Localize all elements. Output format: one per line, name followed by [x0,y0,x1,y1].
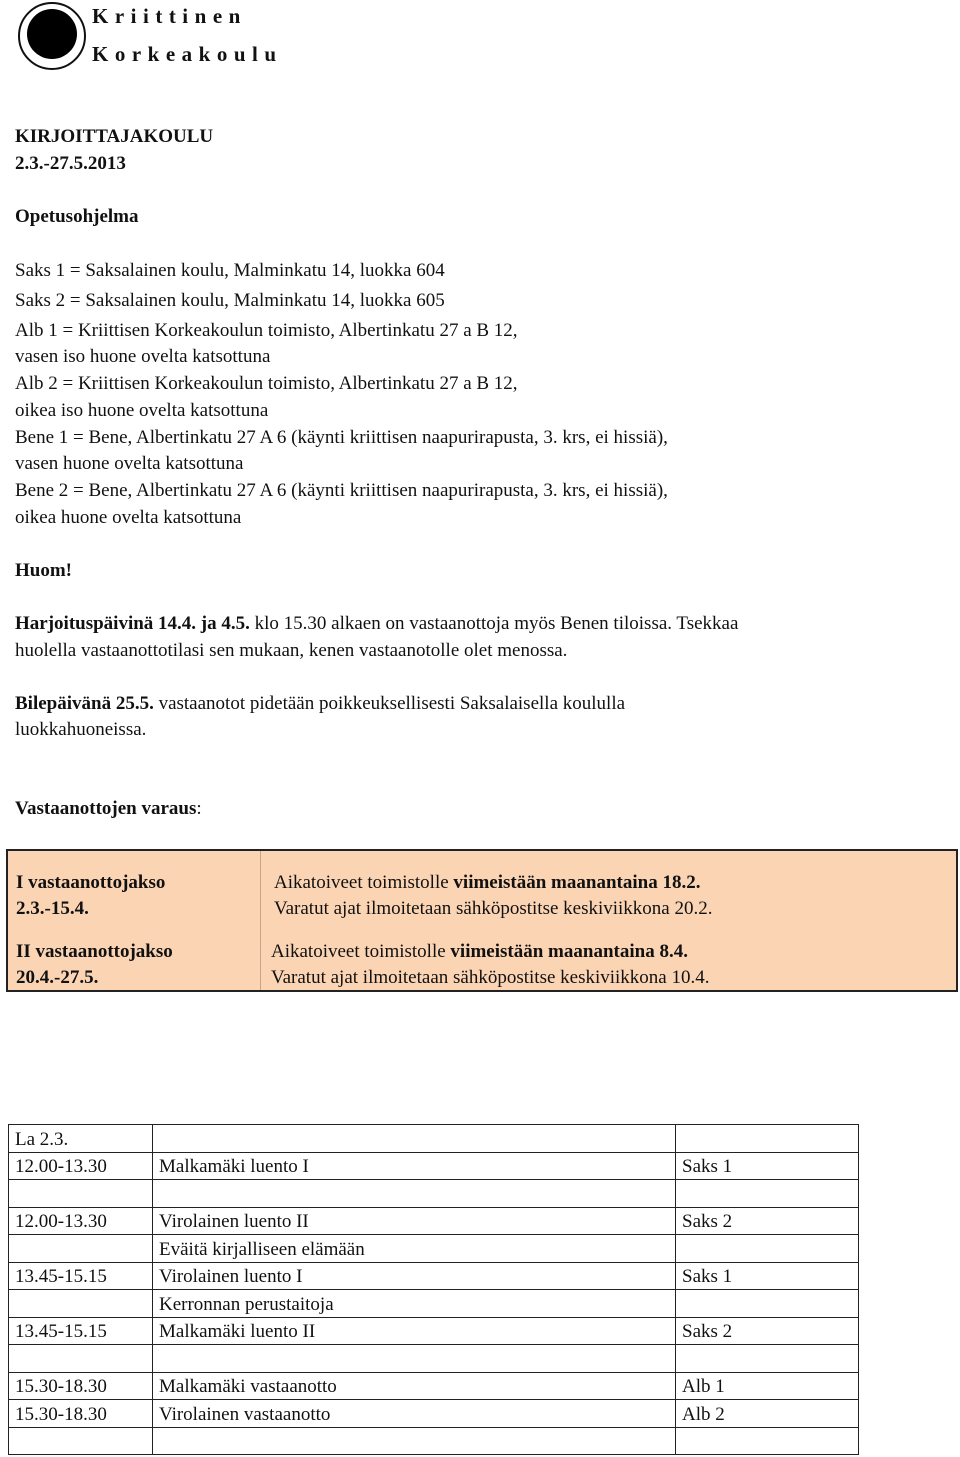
event-cell [153,1180,676,1208]
table-row [9,1427,859,1455]
location-line: oikea huone ovelta katsottuna [15,507,242,528]
table-row [9,1235,859,1263]
time-cell [9,1427,153,1455]
logo-text-line2: Korkeakoulu [92,42,283,66]
period-2-request-text: Aikatoiveet toimistolle [271,941,451,962]
time-cell: 13.45-15.15 [9,1262,153,1290]
note-party-text: vastaanotot pidetään poikkeuksellisesti Saksalaisella koululla [153,693,626,714]
logo-circle-icon [18,2,86,70]
location-line: vasen huone ovelta katsottuna [15,453,244,474]
location-line: Alb 1 = Kriittisen Korkeakoulun toimisto, Albertinkatu 27 a B 12, [15,320,518,341]
period-1-range: 2.3.-15.4. [16,898,89,919]
logo [18,2,318,72]
room-cell: Saks 1 [676,1262,859,1290]
event-cell [153,1345,676,1373]
period-2-name: II vastaanottojakso [16,941,173,962]
location-line: Alb 2 = Kriittisen Korkeakoulun toimisto, Albertinkatu 27 a B 12, [15,373,518,394]
course-dates: 2.3.-27.5.2013 [15,153,126,174]
note-practice-days [15,611,738,637]
room-cell: Alb 1 [676,1372,859,1400]
time-cell: 13.45-15.15 [9,1317,153,1345]
location-line: Saks 1 = Saksalainen koulu, Malminkatu 14, luokka 604 [15,260,445,281]
location-line: Saks 2 = Saksalainen koulu, Malminkatu 14, luokka 605 [15,290,445,311]
room-cell: Alb 2 [676,1400,859,1428]
table-row [9,1400,859,1428]
location-line: Bene 2 = Bene, Albertinkatu 27 A 6 (käynti kriittisen naapurirapusta, 3. krs, ei hissiä), [15,480,668,501]
table-row [9,1372,859,1400]
location-line: vasen iso huone ovelta katsottuna [15,346,271,367]
schedule-table [8,1124,859,1455]
period-2-notify: Varatut ajat ilmoitetaan sähköpostitse keskiviikkona 10.4. [271,967,710,988]
time-cell [9,1290,153,1318]
note-party-bold: Bilepäivänä 25.5. [15,693,154,714]
period-1-request [274,870,700,896]
room-cell [676,1180,859,1208]
period-1-notify: Varatut ajat ilmoitetaan sähköpostitse keskiviikkona 20.2. [274,898,713,919]
table-row [9,1317,859,1345]
event-cell: Malkamäki luento I [153,1152,676,1180]
time-cell: 12.00-13.30 [9,1152,153,1180]
logo-disc-icon [27,9,77,59]
time-cell: 15.30-18.30 [9,1400,153,1428]
logo-text-line1: Kriittinen [92,4,247,28]
note-heading: Huom! [15,560,72,581]
period-2-range: 20.4.-27.5. [16,967,99,988]
reservations-label: Vastaanottojen varaus [15,798,197,819]
reservations-heading [15,796,202,822]
room-cell [676,1345,859,1373]
table-row [9,1345,859,1373]
document-title: KIRJOITTAJAKOULU [15,126,214,147]
time-cell [9,1180,153,1208]
time-cell [9,1235,153,1263]
table-row [9,1262,859,1290]
period-2-deadline: viimeistään maanantaina 8.4. [450,941,688,962]
time-cell: La 2.3. [9,1125,153,1153]
room-cell [676,1235,859,1263]
event-cell [153,1427,676,1455]
time-cell: 12.00-13.30 [9,1207,153,1235]
table-row [9,1152,859,1180]
note-practice-text: klo 15.30 alkaen on vastaanottoja myös Benen tiloissa. Tsekkaa [249,613,739,634]
room-cell: Saks 1 [676,1152,859,1180]
note-party-line2: luokkahuoneissa. [15,719,147,740]
box-divider [260,851,261,990]
note-practice-bold: Harjoituspäivinä 14.4. ja 4.5. [15,613,250,634]
room-cell [676,1125,859,1153]
reservation-periods-box [6,849,958,992]
room-cell: Saks 2 [676,1317,859,1345]
event-cell: Virolainen vastaanotto [153,1400,676,1428]
location-line: oikea iso huone ovelta katsottuna [15,400,269,421]
period-1-deadline: viimeistään maanantaina 18.2. [453,872,701,893]
table-row [9,1207,859,1235]
room-cell: Saks 2 [676,1207,859,1235]
event-cell: Virolainen luento I [153,1262,676,1290]
event-cell: Malkamäki vastaanotto [153,1372,676,1400]
program-heading: Opetusohjelma [15,206,139,227]
time-cell [9,1345,153,1373]
table-row [9,1290,859,1318]
period-1-request-text: Aikatoiveet toimistolle [274,872,454,893]
event-cell: Kerronnan perustaitoja [153,1290,676,1318]
event-cell: Eväitä kirjalliseen elämään [153,1235,676,1263]
reservations-colon: : [196,798,202,819]
room-cell [676,1427,859,1455]
time-cell: 15.30-18.30 [9,1372,153,1400]
location-line: Bene 1 = Bene, Albertinkatu 27 A 6 (käynti kriittisen naapurirapusta, 3. krs, ei hissiä), [15,427,668,448]
note-practice-line2: huolella vastaanottotilasi sen mukaan, kenen vastaanotolle olet menossa. [15,640,568,661]
event-cell: Virolainen luento II [153,1207,676,1235]
note-party-day [15,691,625,717]
table-row [9,1125,859,1153]
event-cell: Malkamäki luento II [153,1317,676,1345]
period-1-name: I vastaanottojakso [16,872,166,893]
event-cell [153,1125,676,1153]
period-2-request [271,939,688,965]
table-row [9,1180,859,1208]
room-cell [676,1290,859,1318]
